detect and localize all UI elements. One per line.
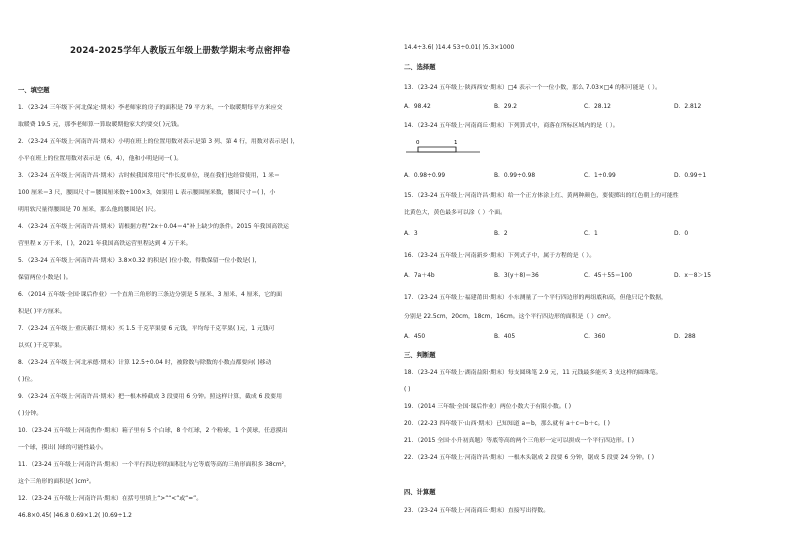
section-fill-blank: 一、填空题 — [18, 87, 50, 94]
option: C．1 — [584, 231, 598, 237]
option: A．0.98÷0.99 — [404, 173, 446, 179]
question-line: 5．（23-24 五年级上·河南许昌·期末）3.8×0.32 的积是( )位小数，得数保留一位小数是( )， — [18, 258, 261, 264]
number-line-zero: 0 — [416, 140, 420, 146]
option: B．0.99÷0.98 — [494, 173, 536, 179]
number-line-one: 1 — [454, 140, 458, 146]
question-line: 100 厘米＝3 尺，腰围尺寸＝腰围厘米数÷100×3，如果用 L 表示腰围厘米数，腰围尺寸＝( )，小 — [18, 190, 276, 196]
question-15-cont: 比黄色大，黄色最多可以涂（ ）个面。 — [404, 210, 507, 216]
question-19: 19．（2014 三年级·全国·课后作业）两位小数大于有限小数。( ) — [404, 404, 572, 410]
option: D．x－8＞15 — [674, 273, 711, 279]
question-17: 17．（23-24 五年级上·福建莆田·期末）小东测量了一个平行四边形的两组底和高，但他只记个数据， — [404, 295, 667, 301]
option: A．3 — [404, 231, 418, 237]
question-line: 2．（23-24 五年级上·河南许昌·期末）小明在班上的位置用数对表示是第 3 列、第 4 行，用数对表示是( )， — [18, 139, 299, 145]
option: B．3(y＋8)＝36 — [494, 273, 539, 279]
question-13: 13．（23-24 五年级上·陕西西安·期末）□4 表示一个一位小数，那么 7.03×□4 的积可能是（ ）。 — [404, 85, 661, 91]
question-line: 小平在班上的位置用数对表示是（6，4），他和小明是同一( )。 — [18, 156, 183, 162]
question-21: 21．（2015 全国·小升初真题）等底等高的两个三角形一定可以拼成一个平行四边形。( ) — [404, 438, 635, 444]
comparison-line: 14.4÷3.6( )14.4 53÷0.01( )5.3×1000 — [404, 45, 515, 51]
question-line: 11．（23-24 五年级上·河南许昌·期末）一个平行四边形的面积比与它等底等高的三角形面积多 38cm²， — [18, 462, 290, 468]
question-22: 22．（23-24 五年级上·河南许昌·期末）一根木头锯成 2 段要 6 分钟，锯成 5 段要 24 分钟。( ) — [404, 455, 655, 461]
question-line: 6．（2014 五年级·全国·课后作业）一个直角三角形的三条边分别是 5 厘米、3 厘米、4 厘米，它的面 — [18, 292, 282, 298]
page-title: 2024-2025学年人教版五年级上册数学期末考点密押卷 — [70, 46, 291, 56]
section-calculation: 四、计算题 — [404, 489, 436, 496]
question-line: ( )位。 — [18, 377, 37, 383]
option: C．45＋55＝100 — [584, 273, 633, 279]
number-line-figure — [404, 134, 484, 166]
question-line: 9．（23-24 五年级上·河南许昌·期末）把一根木棒截成 3 段要用 6 分钟。照这样计算，截成 6 段要用 — [18, 394, 282, 400]
option: D．288 — [674, 334, 696, 340]
question-line: 7．（23-24 五年级上·重庆綦江·期末）买 1.5 千克苹果要 6 元钱，平均每千克苹果( )元，1 元钱可 — [18, 326, 275, 332]
question-line: 这个三角形的面积是( )cm²。 — [18, 479, 95, 485]
option: B．405 — [494, 334, 516, 340]
option: A．450 — [404, 334, 426, 340]
option: D．0 — [674, 231, 689, 237]
question-16: 16．（23-24 五年级上·河南新乡·期末）下列式子中，属于方程的是（ ）。 — [404, 253, 596, 259]
question-line: 1．（23-24 三年级下·河北保定·期末）李老师家的房子的面积是 79 平方米，一个取暖期每平方米应交 — [18, 105, 283, 111]
section-true-false: 三、判断题 — [404, 352, 436, 359]
question-line: 积是( )平方厘米。 — [18, 309, 66, 315]
question-20: 20．（22-23 四年级下·山西·期末）已知知道 a＝b，那么就有 a＋c＝b＋c。( ) — [404, 421, 610, 427]
option: A．7a＋4b — [404, 273, 435, 279]
question-line: 营里程 x 万千米，( )，2021 年我国高铁运营里程达到 4 万千米。 — [18, 241, 192, 247]
question-23: 23．（23-24 五年级上·河南商丘·期末）直接写出得数。 — [404, 508, 550, 514]
question-line: 10．（23-24 五年级上·河南焦作·期末）箱子里有 5 个白球，8 个红球，2 个粉球，1 个黄球，任意摸出 — [18, 428, 288, 434]
question-18-blank: ( ) — [404, 387, 411, 393]
question-line: 取暖费 19.5 元，那李老师算一算取暖期他家大约要交( )元钱。 — [18, 122, 183, 128]
option: D．2.812 — [674, 104, 702, 110]
question-line: 以买( )千克苹果。 — [18, 343, 66, 349]
question-line: 一个球，摸出( )球的可能性最小。 — [18, 445, 107, 451]
option: C．28.12 — [584, 104, 611, 110]
section-multiple-choice: 二、选择题 — [404, 64, 436, 71]
option: B．29.2 — [494, 104, 518, 110]
question-line: 12．（23-24 五年级上·河南许昌·期末）在括号里填上“>”“<”或“=”。 — [18, 496, 203, 502]
question-17-cont: 分别是 22.5cm，20cm，18cm，16cm。这个平行四边形的面积是（ ）cm²。 — [404, 314, 615, 320]
option: A．98.42 — [404, 104, 431, 110]
question-line: 4．（23-24 五年级上·河南许昌·期末）请根据方程“2x＋0.04＝4”补上缺少的条件。2015 年我国高铁运 — [18, 224, 289, 230]
question-line: 3．（23-24 五年级上·河南许昌·期末）古时候我国常用尺“作长度单位，现在我们也经常使用，1 米＝ — [18, 173, 280, 179]
question-18: 18．（23-24 五年级上·湖南益阳·期末）每支圆珠笔 2.9 元，11 元钱最多能买 3 支这样的圆珠笔。 — [404, 370, 662, 376]
question-line: 保留两位小数是( )。 — [18, 275, 72, 281]
option: C．1÷0.99 — [584, 173, 616, 179]
question-15: 15．（23-24 五年级上·河南许昌·期末）给一个正方体涂上红、黄两种颜色，要使掷出的红色朝上的可能性 — [404, 193, 679, 199]
option: D．0.99÷1 — [674, 173, 707, 179]
option: B．2 — [494, 231, 508, 237]
question-14: 14．（23-24 五年级上·河南商丘·期末）下列算式中，商落在所标区域内的是（ ）。 — [404, 123, 619, 129]
comparison-line: 46.8×0.45( )46.8 0.69×1.2( )0.69÷1.2 — [18, 513, 132, 519]
option: C．360 — [584, 334, 606, 340]
question-line: 明用软尺量得腰围是 70 厘米，那么他的腰围是( )尺。 — [18, 207, 160, 213]
question-line: ( )分钟。 — [18, 411, 43, 417]
question-line: 8．（23-24 五年级上·河北承德·期末）计算 12.5÷0.04 时，被除数与除数的小数点都要向( )移动 — [18, 360, 272, 366]
